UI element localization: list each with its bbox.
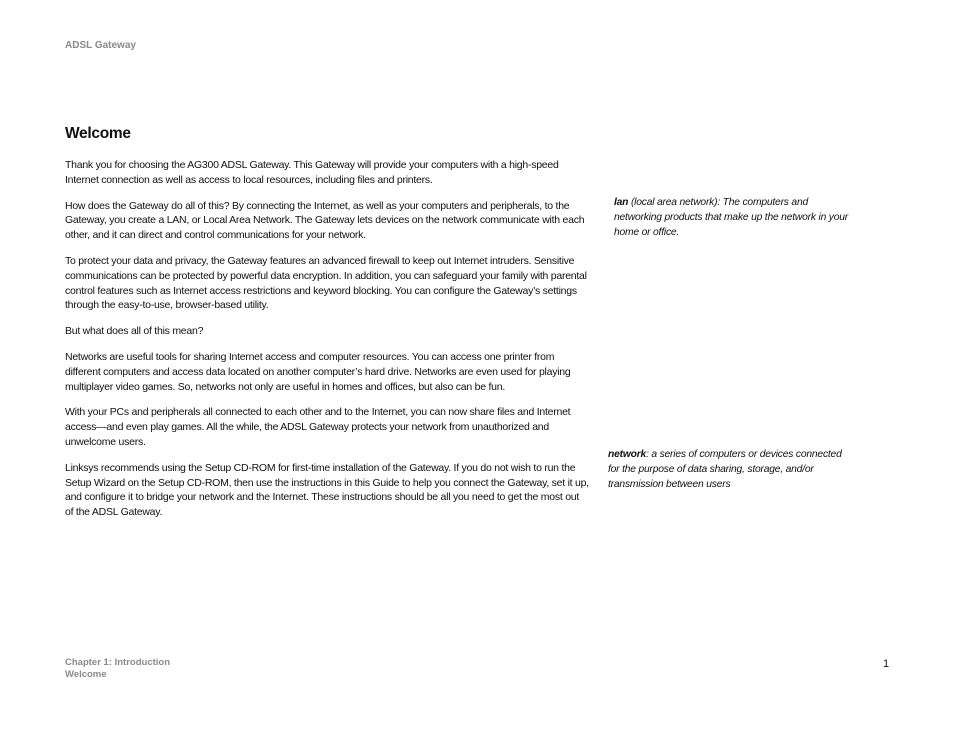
paragraph-recommend: Linksys recommends using the Setup CD-ROM for first-time installation of the Gateway. If you do not wish to run the Setup Wizard on the Setup CD-ROM, then use the instructions in this Guide to help you connect the Gateway, set it up, and configure it to bridge your network and the Internet. These instructions should be all you need to get the most out of the ADSL Gateway. — [65, 461, 589, 519]
paragraph-sharing: With your PCs and peripherals all connected to each other and to the Internet, you can now share files and Internet access—and even play games. All the while, the ADSL Gateway protects your network from unauthorized and unwelcome users. — [65, 406, 571, 448]
body-text — [65, 158, 589, 531]
paragraph-protect: To protect your data and privacy, the Gateway features an advanced firewall to keep out Internet intruders. Sensitive communications can be protected by powerful data encryption. In addition, you can safeguard your family with parental control features such as Internet access restrictions and keyword blocking. You can configure the Gateway’s settings through the easy-to-use, browser-based utility. — [65, 254, 587, 312]
glossary-note-network — [608, 448, 848, 492]
glossary-note-lan — [614, 196, 854, 240]
paragraph-how: How does the Gateway do all of this? By connecting the Internet, as well as your computers and peripherals, to the Gateway, you create a LAN, or Local Area Network. The Gateway lets devices on the network communicate with each other, and it can direct and control communications for your network. — [65, 199, 585, 242]
glossary-term: network — [608, 449, 647, 460]
footer-section: Welcome — [65, 669, 107, 680]
glossary-definition: : a series of computers or devices connected for the purpose of data sharing, storage, and/or transmission between users — [608, 449, 842, 490]
paragraph-intro: Thank you for choosing the AG300 ADSL Gateway. This Gateway will provide your computers with a high-speed Internet connection as well as access to local resources, including files and printers. — [65, 159, 559, 186]
page-title: Welcome — [65, 125, 131, 142]
page-number: 1 — [883, 658, 890, 670]
footer-chapter: Chapter 1: Introduction — [65, 657, 171, 668]
glossary-definition: (local area network): The computers and networking products that make up the network in your home or office. — [614, 197, 848, 238]
document-header-label: ADSL Gateway — [65, 40, 136, 51]
paragraph-networks: Networks are useful tools for sharing Internet access and computer resources. You can access one printer from different computers and access data located on another computer’s hard drive. Networks are even used for playing multiplayer video games. So, networks not only are useful in homes and offices, but also can be fun. — [65, 350, 571, 393]
paragraph-question: But what does all of this mean? — [65, 325, 204, 338]
glossary-term: lan — [614, 197, 629, 208]
page-footer — [65, 657, 170, 681]
